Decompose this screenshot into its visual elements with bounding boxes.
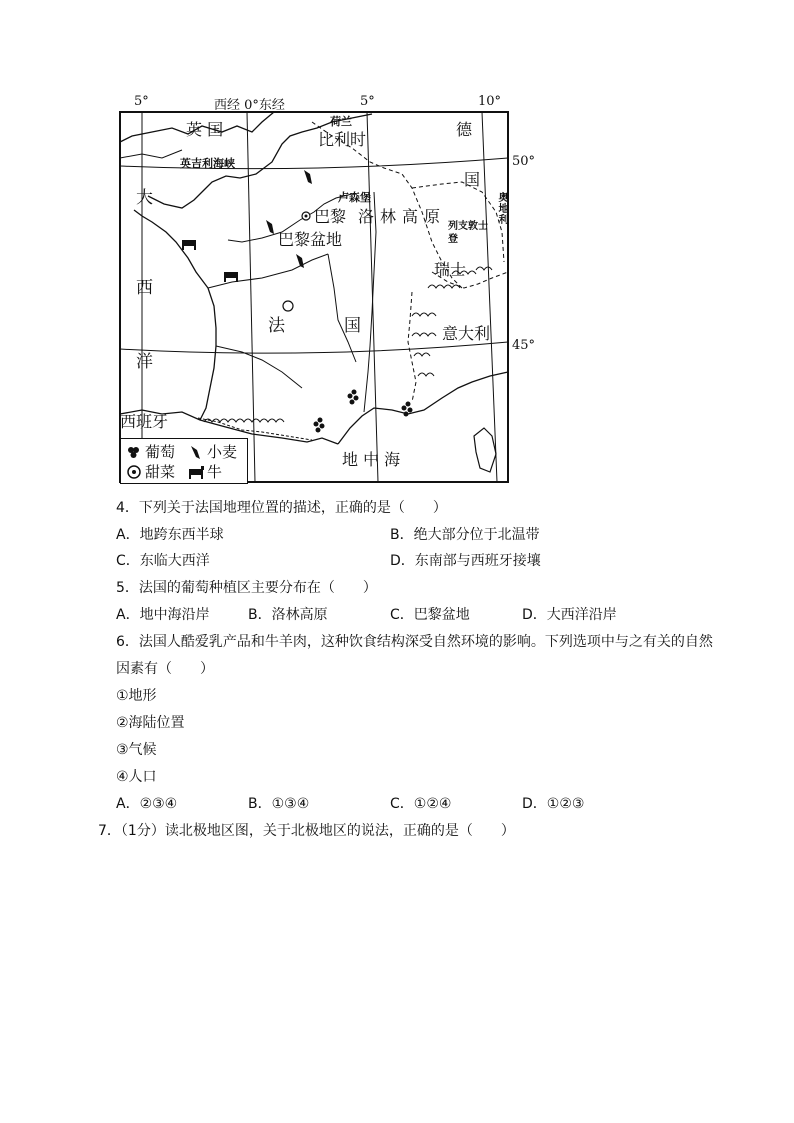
beet-icon bbox=[125, 464, 143, 480]
label-paris: 巴黎 bbox=[314, 207, 347, 226]
map-drawing bbox=[112, 92, 542, 487]
label-uk: 英 国 bbox=[186, 120, 224, 139]
label-switzerland: 瑞士 bbox=[434, 260, 467, 279]
q5-option-d[interactable]: D．大西洋沿岸 bbox=[522, 607, 617, 623]
wheat-icon bbox=[187, 444, 205, 460]
q5-option-a[interactable]: A．地中海沿岸 bbox=[116, 607, 210, 623]
q6-item-3: ③气候 bbox=[116, 742, 157, 758]
label-germany-2: 国 bbox=[464, 170, 481, 189]
q4-option-c[interactable]: C．东临大西洋 bbox=[116, 553, 210, 569]
label-france-1: 法 bbox=[268, 316, 285, 336]
label-austria: 奥地利 bbox=[496, 192, 507, 225]
legend-cattle: 牛 bbox=[187, 461, 222, 482]
label-belgium: 比利时 bbox=[318, 130, 367, 149]
lon-5w-label: 5° bbox=[134, 94, 149, 109]
q6-item-2: ②海陆位置 bbox=[116, 715, 185, 731]
label-paris-basin: 巴黎盆地 bbox=[278, 230, 343, 249]
legend-beet: 甜菜 bbox=[125, 461, 175, 482]
label-spain: 西班牙 bbox=[120, 412, 169, 431]
label-netherlands-hint: 荷兰 bbox=[330, 115, 352, 128]
question-7-stem: 7．（1分）读北极地区图，关于北极地区的说法，正确的是（ ） bbox=[98, 823, 515, 839]
q4-option-a[interactable]: A．地跨东西半球 bbox=[116, 527, 224, 543]
label-italy: 意大利 bbox=[442, 324, 491, 343]
legend-grape: 葡萄 bbox=[125, 441, 175, 462]
grape-icon bbox=[125, 444, 143, 460]
label-mediterranean: 地 中 海 bbox=[342, 450, 401, 469]
q5-option-b[interactable]: B．洛林高原 bbox=[248, 607, 328, 623]
label-english-channel: 英吉利海峡 bbox=[180, 157, 235, 170]
q4-option-b[interactable]: B．绝大部分位于北温带 bbox=[390, 527, 540, 543]
question-6-stem-line1: 6．法国人酷爱乳产品和牛羊肉，这种饮食结构深受自然环境的影响。下列选项中与之有关的自然 bbox=[116, 634, 713, 650]
q6-item-1: ①地形 bbox=[116, 688, 157, 704]
legend-wheat: 小麦 bbox=[187, 441, 237, 462]
question-4-stem: 4．下列关于法国地理位置的描述，正确的是（ ） bbox=[116, 500, 447, 516]
label-atlantic-1: 大 bbox=[136, 188, 153, 208]
france-map bbox=[112, 92, 542, 487]
label-liechtenstein: 列支敦士登 bbox=[448, 221, 488, 245]
cattle-icon bbox=[187, 464, 205, 480]
q5-option-c[interactable]: C．巴黎盆地 bbox=[390, 607, 470, 623]
prime-meridian-label: 西经 0°东经 bbox=[214, 98, 285, 113]
q6-option-a[interactable]: A．②③④ bbox=[116, 796, 178, 812]
label-lorraine-plateau: 洛林高原 bbox=[358, 207, 447, 226]
question-6-stem-line2: 因素有（ ） bbox=[116, 661, 214, 677]
q6-item-4: ④人口 bbox=[116, 769, 157, 785]
map-legend bbox=[120, 438, 248, 484]
label-atlantic-3: 洋 bbox=[136, 352, 153, 372]
q6-option-d[interactable]: D．①②③ bbox=[522, 796, 585, 812]
q6-option-c[interactable]: C．①②④ bbox=[390, 796, 452, 812]
lat-45-label: 45° bbox=[512, 338, 536, 353]
q6-option-b[interactable]: B．①③④ bbox=[248, 796, 310, 812]
question-5-stem: 5．法国的葡萄种植区主要分布在（ ） bbox=[116, 580, 377, 596]
label-germany-1: 德 bbox=[456, 120, 473, 139]
lon-5e-label: 5° bbox=[360, 94, 375, 109]
label-france-2: 国 bbox=[344, 316, 361, 336]
label-atlantic-2: 西 bbox=[136, 278, 153, 298]
label-luxembourg: 卢森堡 bbox=[338, 191, 371, 204]
lon-10e-label: 10° bbox=[478, 94, 502, 109]
lat-50-label: 50° bbox=[512, 154, 536, 169]
q4-option-d[interactable]: D．东南部与西班牙接壤 bbox=[390, 553, 541, 569]
